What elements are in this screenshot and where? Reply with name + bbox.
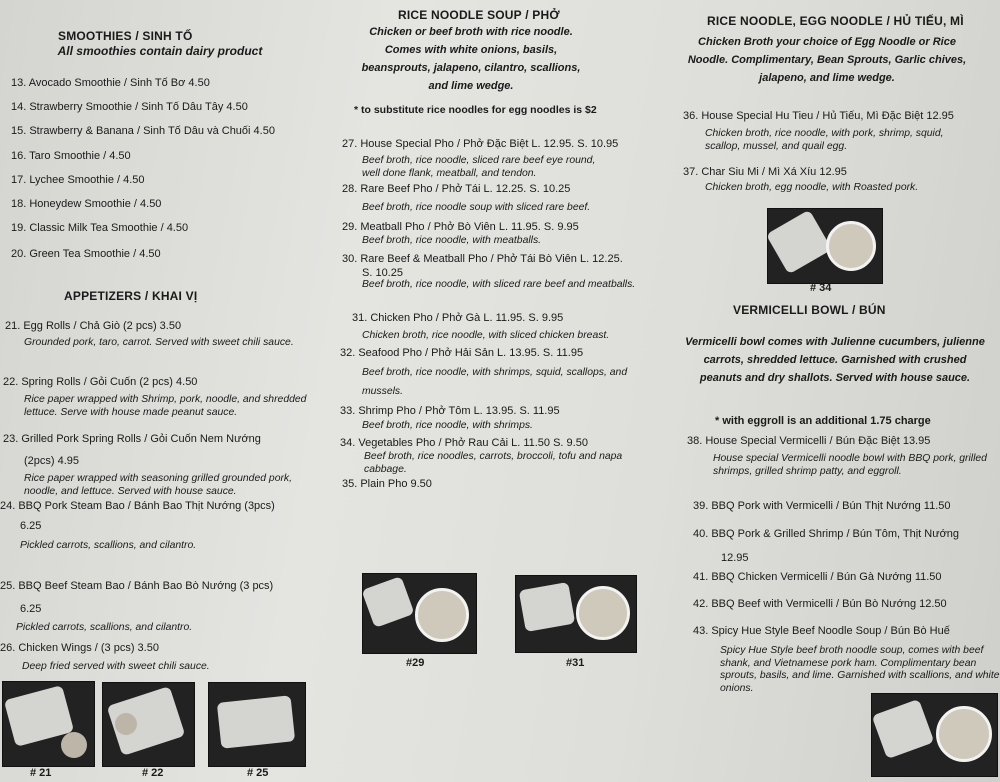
menu-item-33-desc: Beef broth, rice noodle, with shrimps. [362, 420, 533, 431]
menu-item-32-desc: Beef broth, rice noodle, with shrimps, squid, scallops, and mussels. [362, 367, 628, 397]
caption-34: # 34 [810, 282, 832, 294]
menu-item-13: 13. Avocado Smoothie / Sinh Tố Bơ 4.50 [11, 77, 210, 89]
hu-tieu-intro: Chicken Broth your choice of Egg Noodle or Rice Noodle. Complimentary, Bean Sprouts, Garlic chives, jalapeno, and lime wedge. [687, 36, 967, 84]
pho-intro: Chicken or beef broth with rice noodle. Comes with white onions, basils, beansprouts, jalapeno, cilantro, scallions, and lime wedge. [361, 26, 581, 92]
menu-item-23: 23. Grilled Pork Spring Rolls / Gỏi Cuốn Nem Nướng [3, 433, 261, 445]
menu-item-23-pieces: (2pcs) 4.95 [24, 455, 80, 467]
photo-chicken-pho [515, 575, 637, 653]
menu-item-23-desc: Rice paper wrapped with seasoning grilled grounded pork, noodle, and lettuce. Served with house sauce. [24, 473, 293, 497]
menu-item-19: 19. Classic Milk Tea Smoothie / 4.50 [11, 222, 189, 234]
menu-item-32: 32. Seafood Pho / Phở Hải Sản L. 13.95. S. 11.95 [340, 347, 584, 359]
menu-item-30-small: S. 10.25 [362, 267, 403, 279]
smoothies-heading: SMOOTHIES / SINH TỐ [58, 29, 193, 43]
eggroll-note: * with eggroll is an additional 1.75 charge [715, 415, 931, 427]
menu-item-35: 35. Plain Pho 9.50 [342, 478, 432, 490]
menu-item-22-desc: Rice paper wrapped with Shrimp, pork, noodle, and shredded lettuce. Serve with house made peanut sauce. [24, 394, 307, 418]
menu-item-15: 15. Strawberry & Banana / Sinh Tố Dâu và Chuối 4.50 [11, 125, 275, 137]
menu-item-34-desc: Beef broth, rice noodles, carrots, broccoli, tofu and napa cabbage. [364, 451, 623, 475]
menu-item-17: 17. Lychee Smoothie / 4.50 [11, 174, 145, 186]
menu-item-28-desc: Beef broth, rice noodle soup with sliced rare beef. [362, 202, 591, 213]
smoothies-note: All smoothies contain dairy product [57, 44, 263, 58]
caption-29: #29 [406, 657, 425, 669]
photo-bun-bo-hue [871, 693, 998, 777]
column-pho [330, 0, 675, 782]
menu-item-14: 14. Strawberry Smoothie / Sinh Tố Dâu Tây 4.50 [11, 101, 248, 113]
menu-item-38: 38. House Special Vermicelli / Bún Đặc Biệt 13.95 [687, 435, 931, 447]
menu-item-38-desc: House special Vermicelli noodle bowl with BBQ pork, grilled shrimps, grilled shrimp patty, and eggroll. [713, 453, 987, 477]
menu-item-29: 29. Meatball Pho / Phở Bò Viên L. 11.95. S. 9.95 [342, 221, 579, 233]
photo-steam-bao [208, 682, 306, 767]
menu-item-37-desc: Chicken broth, egg noodle, with Roasted pork. [705, 182, 919, 193]
menu-item-16: 16. Taro Smoothie / 4.50 [11, 150, 131, 162]
photo-meatball-pho [362, 573, 477, 654]
menu-item-41: 41. BBQ Chicken Vermicelli / Bún Gà Nướng 11.50 [693, 571, 942, 583]
menu-item-43: 43. Spicy Hue Style Beef Noodle Soup / Bún Bò Huế [693, 625, 950, 637]
menu-item-24-desc: Pickled carrots, scallions, and cilantro. [20, 540, 197, 551]
menu-item-22: 22. Spring Rolls / Gỏi Cuốn (2 pcs) 4.50 [3, 376, 198, 388]
menu-item-24: 24. BBQ Pork Steam Bao / Bánh Bao Thịt Nướng (3pcs) [0, 500, 275, 512]
menu-item-37: 37. Char Siu Mi / Mì Xá Xíu 12.95 [683, 166, 847, 178]
menu-item-33: 33. Shrimp Pho / Phở Tôm L. 13.95. S. 11.95 [340, 405, 560, 417]
column-smoothies-appetizers [0, 0, 330, 782]
menu-item-36: 36. House Special Hu Tieu / Hủ Tiếu, Mì Đặc Biệt 12.95 [683, 110, 954, 122]
photo-spring-rolls [102, 682, 195, 767]
caption-22: # 22 [142, 767, 164, 779]
menu-item-42: 42. BBQ Beef with Vermicelli / Bún Bò Nướng 12.50 [693, 598, 947, 610]
caption-31: #31 [566, 657, 585, 669]
pho-heading: RICE NOODLE SOUP / PHỞ [398, 8, 560, 22]
menu-item-30-desc: Beef broth, rice noodle, with sliced rare beef and meatballs. [362, 279, 636, 290]
menu-item-27-desc: Beef broth, rice noodle, sliced rare beef eye round, well done flank, meatball, and tendon. [362, 155, 596, 179]
menu-item-31-desc: Chicken broth, rice noodle, with sliced chicken breast. [362, 330, 610, 341]
menu-item-24-price: 6.25 [20, 520, 42, 532]
menu-item-25-price: 6.25 [20, 603, 42, 615]
hu-tieu-heading: RICE NOODLE, EGG NOODLE / HỦ TIẾU, MÌ [707, 14, 964, 28]
menu-item-25-desc: Pickled carrots, scallions, and cilantro. [16, 622, 193, 633]
vermicelli-intro: Vermicelli bowl comes with Julienne cucumbers, julienne carrots, shredded lettuce. Garnished with crushed peanuts and dry shallots. Served with house sauce. [685, 336, 985, 384]
menu-item-43-desc: Spicy Hue Style beef broth noodle soup, comes with beef shank, and Vietnamese pork ham. Complimentary bean sprouts, basils, and lime. Garnished with scallions, and white onions. [720, 645, 1000, 694]
pho-substitute-note: * to substitute rice noodles for egg noodles is $2 [354, 104, 597, 116]
menu-item-40-price: 12.95 [721, 552, 749, 564]
menu-item-31: 31. Chicken Pho / Phở Gà L. 11.95. S. 9.95 [352, 312, 564, 324]
column-hu-tieu-vermicelli [675, 0, 1000, 782]
menu-item-40: 40. BBQ Pork & Grilled Shrimp / Bún Tôm, Thịt Nướng [693, 528, 960, 540]
menu-item-36-desc: Chicken broth, rice noodle, with pork, shrimp, squid, scallop, mussel, and quail egg. [705, 128, 944, 152]
menu-item-26: 26. Chicken Wings / (3 pcs) 3.50 [0, 642, 159, 654]
menu-item-18: 18. Honeydew Smoothie / 4.50 [11, 198, 162, 210]
menu-item-30: 30. Rare Beef & Meatball Pho / Phở Tái Bò Viên L. 12.25. [342, 253, 623, 265]
photo-egg-rolls [2, 681, 95, 767]
menu-item-26-desc: Deep fried served with sweet chili sauce. [22, 661, 210, 672]
menu-item-28: 28. Rare Beef Pho / Phở Tái L. 12.25. S. 10.25 [342, 183, 571, 195]
caption-25: # 25 [247, 767, 269, 779]
menu-item-20: 20. Green Tea Smoothie / 4.50 [11, 248, 161, 260]
appetizers-heading: APPETIZERS / KHAI VỊ [64, 289, 198, 303]
menu-item-27: 27. House Special Pho / Phở Đặc Biệt L. 12.95. S. 10.95 [342, 138, 619, 150]
caption-21: # 21 [30, 767, 52, 779]
menu-item-21: 21. Egg Rolls / Chả Giò (2 pcs) 3.50 [5, 320, 182, 332]
vermicelli-heading: VERMICELLI BOWL / BÚN [733, 303, 886, 317]
menu-item-29-desc: Beef broth, rice noodle, with meatballs. [362, 235, 542, 246]
photo-char-siu-mi [767, 208, 883, 284]
menu-item-21-desc: Grounded pork, taro, carrot. Served with sweet chili sauce. [24, 337, 294, 348]
menu-item-25: 25. BBQ Beef Steam Bao / Bánh Bao Bò Nướng (3 pcs) [0, 580, 274, 592]
menu-item-39: 39. BBQ Pork with Vermicelli / Bún Thịt Nướng 11.50 [693, 500, 951, 512]
menu-item-34: 34. Vegetables Pho / Phở Rau Cải L. 11.50 S. 9.50 [340, 437, 588, 449]
